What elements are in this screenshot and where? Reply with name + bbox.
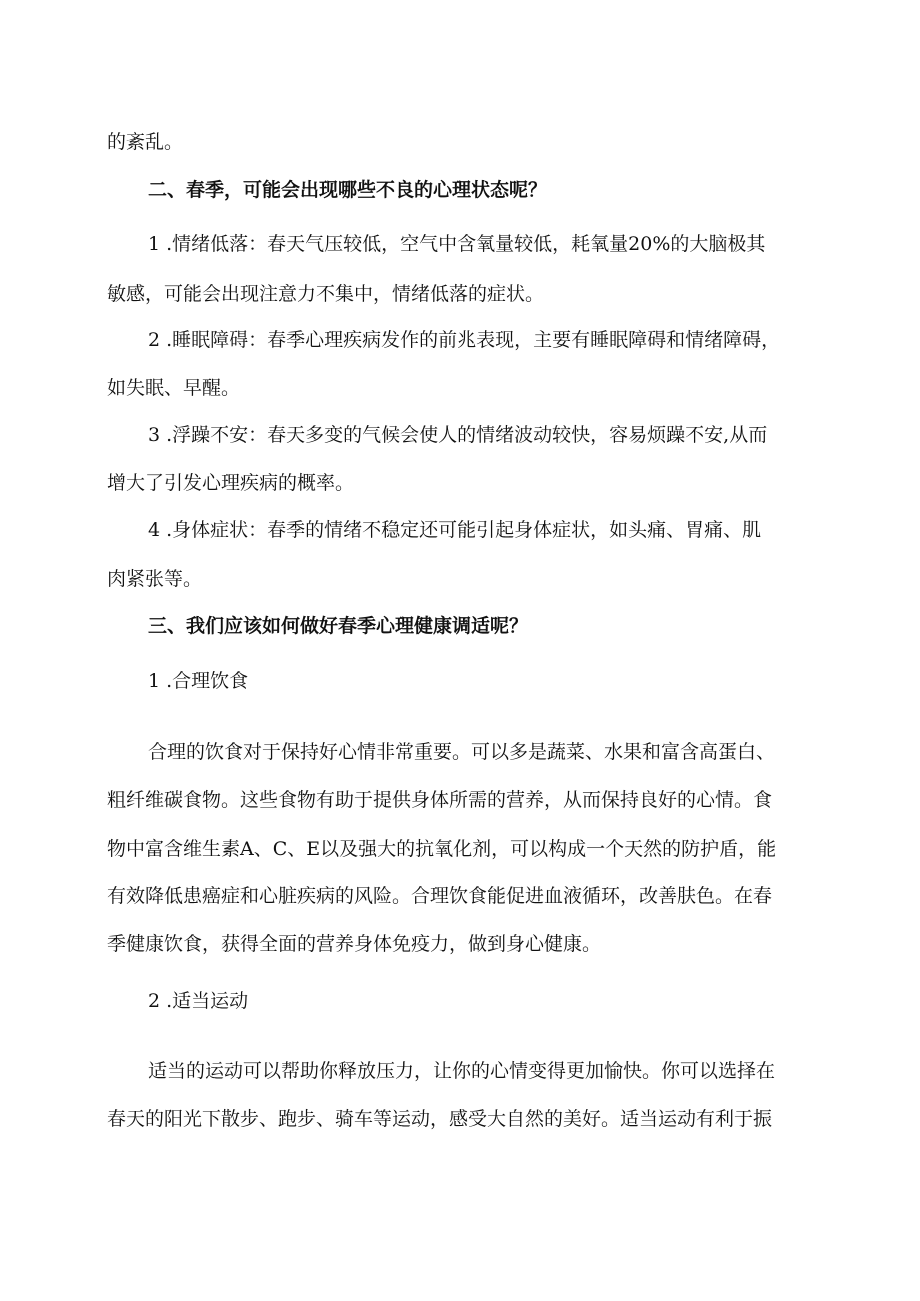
section-heading-3: 三、我们应该如何做好春季心理健康调适呢？	[148, 615, 529, 637]
item-4-line-1: 4 .身体症状：春季的情绪不稳定还可能引起身体症状，如头痛、胃痛、肌	[148, 519, 762, 541]
subheading-exercise: 2 .适当运动	[148, 990, 249, 1012]
item-2-line-2: 如失眠、早醒。	[107, 377, 241, 399]
section-heading-2: 二、春季，可能会出现哪些不良的心理状态呢？	[148, 179, 548, 201]
item-1-line-2: 敏感，可能会出现注意力不集中，情绪低落的症状。	[107, 283, 545, 305]
item-1-line-1: 1 .情绪低落：春天气压较低，空气中含氧量较低，耗氧量20%的大脑极其	[148, 233, 766, 255]
item-2-line-1: 2 .睡眠障碍：春季心理疾病发作的前兆表现，主要有睡眠障碍和情绪障碍，	[148, 329, 781, 351]
item-3-line-2: 增大了引发心理疾病的概率。	[107, 472, 355, 494]
diet-paragraph-line-4: 有效降低患癌症和心脏疾病的风险。合理饮食能促进血液循环，改善肤色。在春	[107, 885, 773, 907]
subheading-diet: 1 .合理饮食	[148, 670, 249, 692]
exercise-paragraph-line-2: 春天的阳光下散步、跑步、骑车等运动，感受大自然的美好。适当运动有利于振	[107, 1108, 773, 1130]
item-3-line-1: 3 .浮躁不安：春天多变的气候会使人的情绪波动较快，容易烦躁不安,从而	[148, 424, 768, 446]
item-4-line-2: 肉紧张等。	[107, 568, 203, 590]
exercise-paragraph-line-1: 适当的运动可以帮助你释放压力，让你的心情变得更加愉快。你可以选择在	[148, 1060, 776, 1082]
diet-paragraph-line-5: 季健康饮食，获得全面的营养身体免疫力，做到身心健康。	[107, 933, 602, 955]
diet-paragraph-line-3: 物中富含维生素A、C、E以及强大的抗氧化剂，可以构成一个天然的防护盾，能	[107, 838, 777, 860]
continuation-text: 的紊乱。	[107, 131, 184, 153]
diet-paragraph-line-1: 合理的饮食对于保持好心情非常重要。可以多是蔬菜、水果和富含高蛋白、	[148, 741, 776, 763]
diet-paragraph-line-2: 粗纤维碳食物。这些食物有助于提供身体所需的营养，从而保持良好的心情。食	[107, 789, 773, 811]
